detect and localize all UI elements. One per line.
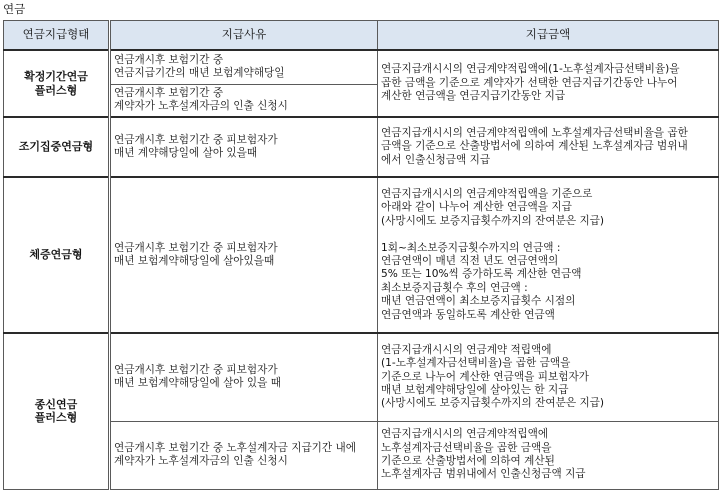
payment-reason-cell: 연금개시후 보험기간 중 피보험자가 매년 계약해당일에 살아 있을때 — [110, 117, 378, 177]
payment-amount-cell: 연금지급개시시의 연금계약 적립액에 (1-노후설계자금선택비율)을 곱한 금액을 기준으로 나누어 계산한 연금액을 피보험자가 매년 보험계약해당일에 살아있는 한 지급 (사망시에도 보증지급횟수까지의 잔여분은 지급) — [378, 333, 719, 421]
payment-amount-cell: 연금지급개시시의 연금계약적립액에(1-노후설계자금선택비율)을 곱한 금액을 기준으로 계약자가 선택한 연금지급기간동안 나누어 계산한 연금액을 연금지급기간동안 지급 — [378, 50, 719, 117]
table-row — [4, 50, 719, 84]
payment-reason-cell: 연금개시후 보험기간 중 연금지급기간의 매년 보험계약해당일 — [110, 50, 378, 84]
payment-reason-cell: 연금개시후 보험기간 중 노후설계자금 지급기간 내에 계약자가 노후설계자금의 인출 신청시 — [110, 421, 378, 489]
header-payment-type: 연금지급형태 — [4, 21, 110, 51]
payment-type-cell: 종신연금 플러스형 — [4, 333, 110, 489]
annuity-payment-table — [3, 20, 719, 490]
payment-amount-cell: 연금지급개시시의 연금계약적립액에 노후설계자금선택비율을 곱한 금액을 기준으로 산출방법서에 의하여 계산된 노후설계자금 범위내에서 인출신청금액 지급 — [378, 421, 719, 489]
payment-amount-cell: 연금지급개시시의 연금계약적립액에 노후설계자금선택비율을 곱한 금액을 기준으로 산출방법서에 의하여 계산된 노후설계자금 범위내 에서 인출신청금액 지급 — [378, 117, 719, 177]
table-header-row — [4, 21, 719, 51]
payment-reason-cell: 연금개시후 보험기간 중 피보험자가 매년 보험계약해당일에 살아있을때 — [110, 177, 378, 333]
payment-reason-cell: 연금개시후 보험기간 중 피보험자가 매년 보험계약해당일에 살아 있을 때 — [110, 333, 378, 421]
payment-amount-cell: 연금지급개시시의 연금계약적립액을 기준으로 아래와 같이 나누어 계산한 연금액을 지급 (사망시에도 보증지급횟수까지의 잔여분은 지급) 1회~최소보증지급횟수까지의 연금액 : 연금연액이 매년 직전 년도 연금연액의 5% 또는 10%씩 증가하도록 계산한 연금액 최소보증지급횟수 후의 연금액 : 매년 연금연액이 최소보증지급횟수 시점의 연금연액과 동일하도록 계산한 연금액 — [378, 177, 719, 333]
table-row — [4, 177, 719, 333]
header-payment-amount: 지급금액 — [378, 21, 719, 51]
payment-type-cell: 체증연금형 — [4, 177, 110, 333]
payment-reason-cell: 연금개시후 보험기간 중 계약자가 노후설계자금의 인출 신청시 — [110, 84, 378, 117]
table-row — [4, 333, 719, 421]
document-caption: 연금 — [3, 2, 26, 16]
payment-type-cell: 확정기간연금 플러스형 — [4, 50, 110, 117]
payment-type-cell: 조기집중연금형 — [4, 117, 110, 177]
table-row — [4, 117, 719, 177]
header-payment-reason: 지급사유 — [110, 21, 378, 51]
table-row — [4, 421, 719, 489]
